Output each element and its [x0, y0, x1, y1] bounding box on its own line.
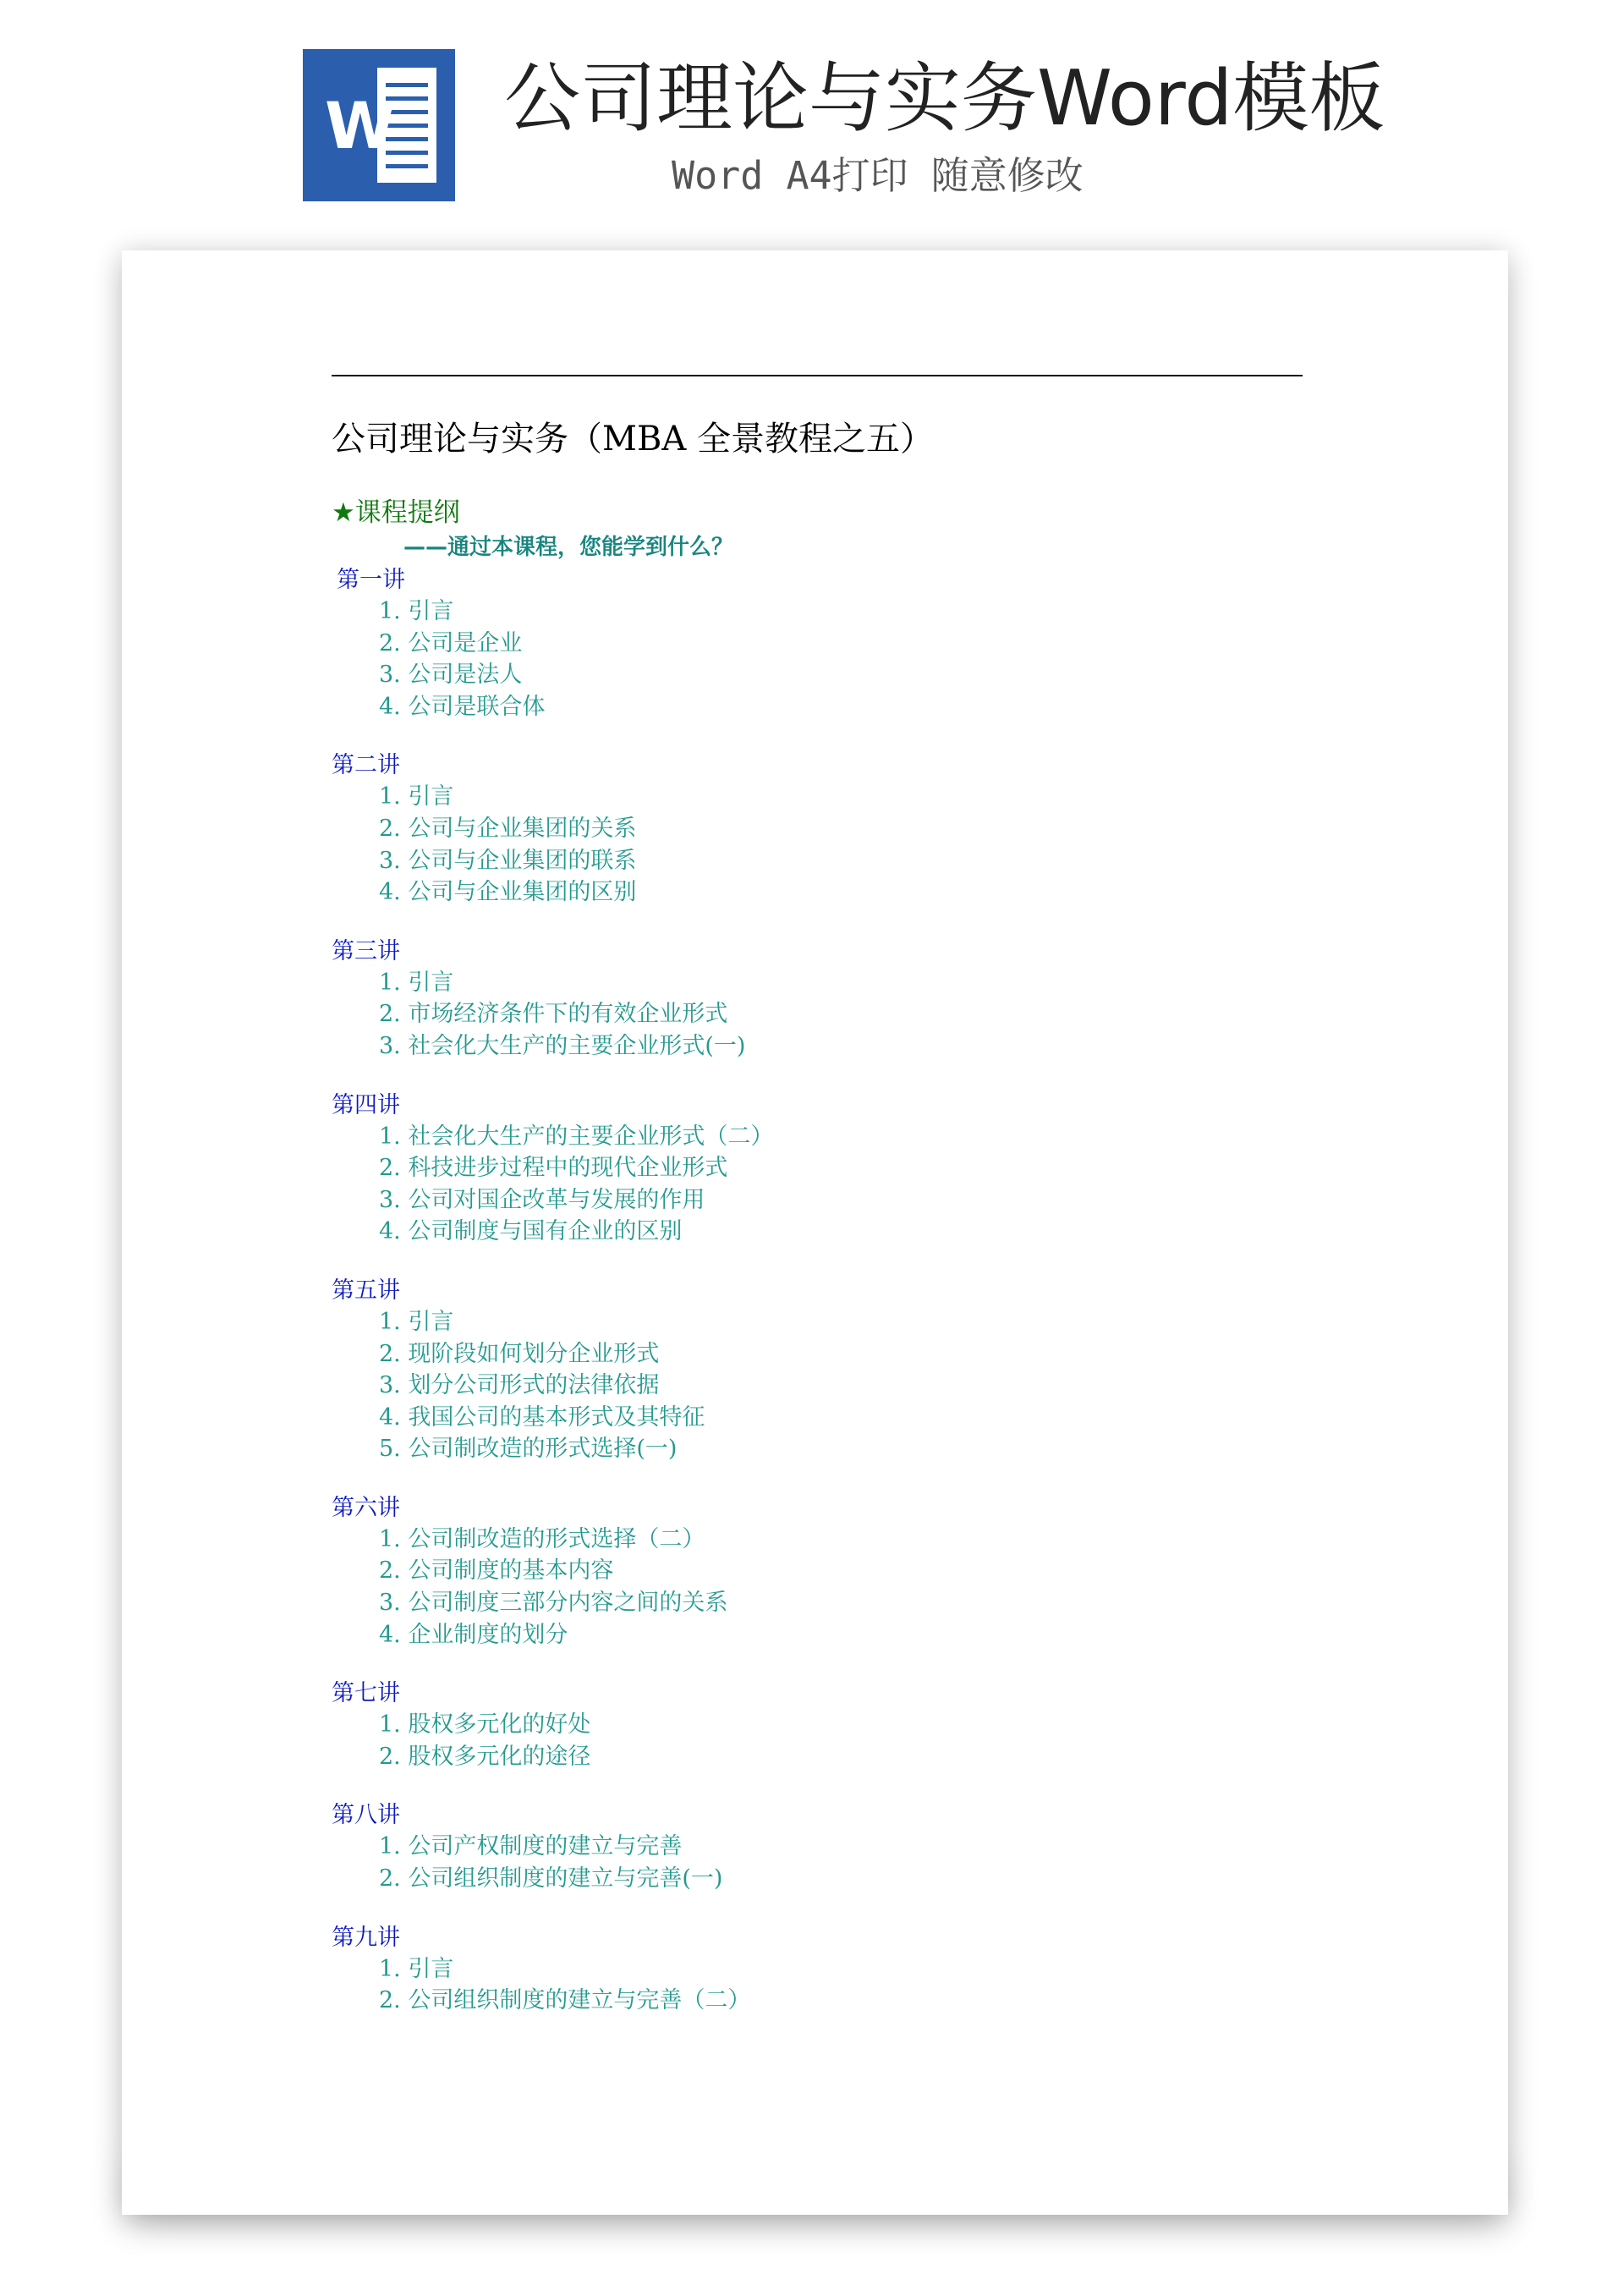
lecture-item: 4. 我国公司的基本形式及其特征 [379, 1403, 705, 1431]
lecture-item: 1. 公司产权制度的建立与完善 [379, 1833, 683, 1860]
lecture-item: 1. 引言 [379, 1308, 454, 1335]
header-rule [332, 375, 1303, 376]
lecture-outline [332, 564, 1262, 2044]
word-app-icon [303, 49, 455, 201]
lecture-1 [332, 564, 1262, 722]
lecture-5 [332, 1275, 1262, 1465]
lecture-item: 1. 股权多元化的好处 [379, 1711, 591, 1738]
lecture-title: 第一讲 [337, 567, 405, 593]
lecture-8 [332, 1799, 1262, 1894]
lecture-item: 4. 公司是联合体 [379, 693, 546, 720]
lecture-9 [332, 1922, 1262, 2017]
document-title: 公司理论与实务（MBA 全景教程之五） [332, 420, 934, 459]
lecture-7 [332, 1678, 1262, 1772]
lecture-2 [332, 750, 1262, 908]
banner-subtitle: Word A4打印 随意修改 [672, 153, 1084, 198]
lecture-item: 5. 公司制改造的形式选择(一) [379, 1436, 678, 1463]
document-page [122, 250, 1508, 2215]
lecture-4 [332, 1090, 1262, 1248]
lecture-item: 2. 公司与企业集团的关系 [379, 815, 637, 842]
lecture-title: 第八讲 [332, 1802, 400, 1829]
lecture-item: 2. 市场经济条件下的有效企业形式 [379, 1001, 728, 1028]
lecture-item: 2. 现阶段如何划分企业形式 [379, 1340, 660, 1367]
lecture-item: 2. 公司组织制度的建立与完善（二） [379, 1987, 751, 2014]
lecture-title: 第二讲 [332, 752, 400, 779]
outline-subheading: ——通过本课程，您能学到什么？ [403, 535, 734, 560]
lecture-item: 3. 划分公司形式的法律依据 [379, 1372, 660, 1399]
lecture-title: 第七讲 [332, 1680, 400, 1707]
lecture-item: 2. 公司制度的基本内容 [379, 1557, 614, 1585]
lecture-item: 3. 公司对国企改革与发展的作用 [379, 1186, 705, 1213]
lecture-item: 1. 引言 [379, 969, 454, 996]
lecture-item: 3. 公司与企业集团的联系 [379, 847, 637, 874]
lecture-3 [332, 936, 1262, 1063]
lecture-title: 第九讲 [332, 1924, 400, 1951]
lecture-item: 1. 引言 [379, 783, 454, 810]
lecture-item: 2. 公司是企业 [379, 629, 523, 656]
lecture-item: 3. 公司制度三部分内容之间的关系 [379, 1590, 728, 1617]
banner-title: 公司理论与实务Word模板 [504, 54, 1385, 143]
lecture-6 [332, 1492, 1262, 1651]
lecture-item: 4. 公司制度与国有企业的区别 [379, 1218, 683, 1245]
lecture-item: 2. 股权多元化的途径 [379, 1743, 591, 1770]
lecture-title: 第三讲 [332, 937, 400, 964]
lecture-item: 4. 企业制度的划分 [379, 1621, 568, 1648]
lecture-item: 3. 公司是法人 [379, 662, 523, 689]
lecture-item: 1. 公司制改造的形式选择（二） [379, 1525, 705, 1552]
lecture-item: 4. 公司与企业集团的区别 [379, 879, 637, 906]
lecture-item: 1. 社会化大生产的主要企业形式（二） [379, 1123, 774, 1150]
lecture-title: 第五讲 [332, 1277, 400, 1304]
lecture-item: 1. 引言 [379, 598, 454, 624]
lecture-item: 1. 引言 [379, 1955, 454, 1982]
outline-heading: ★课程提纲 [332, 497, 460, 528]
lecture-item: 3. 社会化大生产的主要企业形式(一) [379, 1032, 746, 1059]
lecture-item: 2. 公司组织制度的建立与完善(一) [379, 1865, 723, 1892]
lecture-item: 2. 科技进步过程中的现代企业形式 [379, 1155, 728, 1182]
lecture-title: 第四讲 [332, 1091, 400, 1118]
lecture-title: 第六讲 [332, 1494, 400, 1521]
word-icon-letter: W [325, 88, 396, 163]
